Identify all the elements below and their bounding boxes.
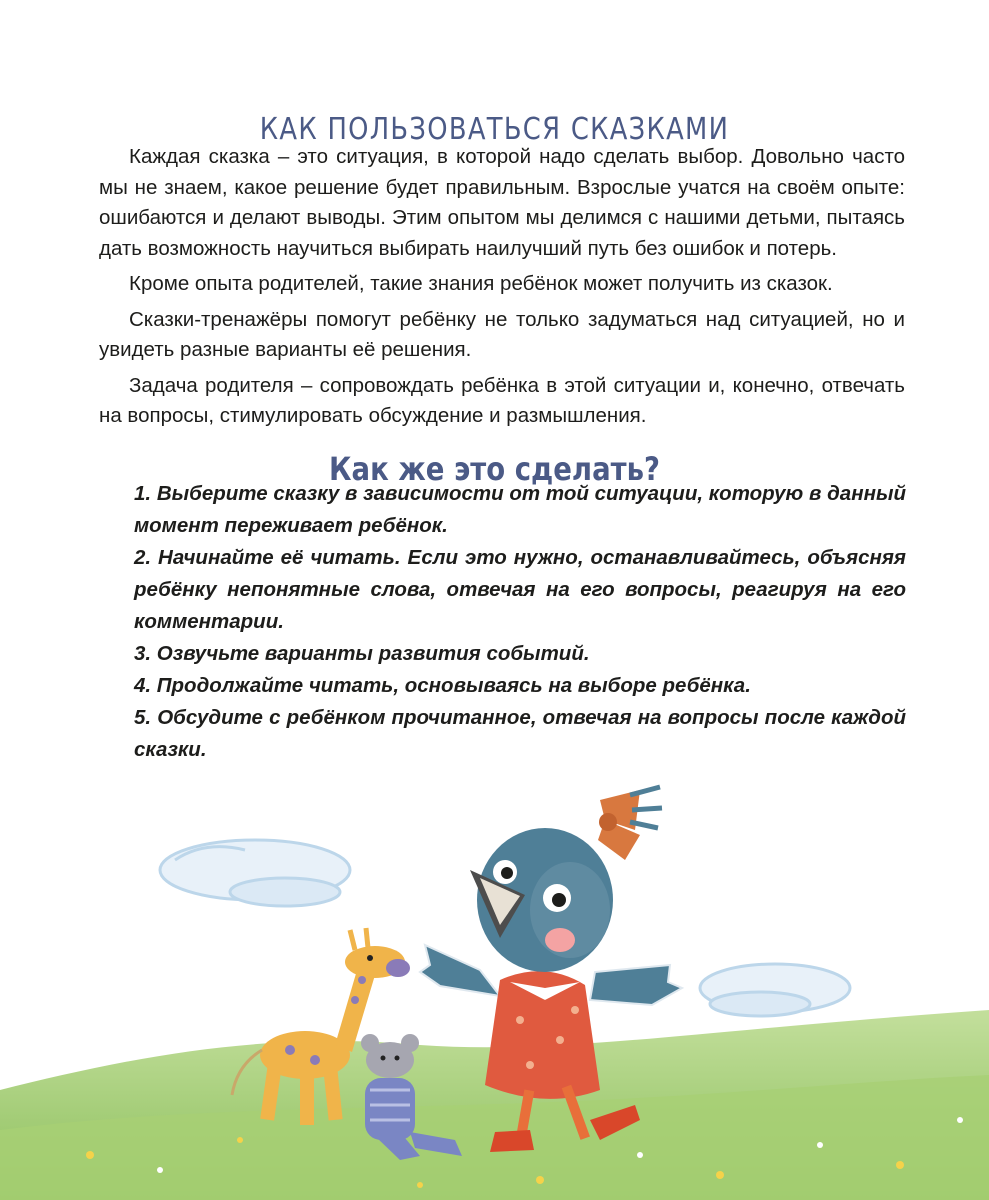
- intro-text: [99, 142, 905, 437]
- intro-paragraph: Сказки-тренажёры помогут ребёнку не только задуматься над ситуацией, но и увидеть разные варианты её решения.: [99, 307, 905, 361]
- step-item: 4. Продолжайте читать, основываясь на выборе ребёнка.: [134, 674, 751, 697]
- intro-paragraph: Задача родителя – сопровождать ребёнка в этой ситуации и, конечно, отвечать на вопросы, стимулировать обсуждение и размышления.: [99, 373, 905, 427]
- step-item: 3. Озвучьте варианты развития событий.: [134, 642, 590, 665]
- section-subtitle: Как же это сделать?: [329, 449, 660, 488]
- intro-paragraph: Каждая сказка – это ситуация, в которой надо сделать выбор. Довольно часто мы не знаем, какое решение будет правильным. Взрослые учатся на своём опыте: ошибаются и делают выводы. Этим опытом мы делимся с нашими детьми, пытаясь дать возможность научиться выбирать наилучший путь без ошибок и потерь.: [99, 145, 905, 260]
- step-item: 2. Начинайте её читать. Если это нужно, останавливайтесь, объясняя ребёнку непонятные слова, отвечая на его вопросы, реагируя на его комментарии.: [134, 546, 906, 633]
- step-item: 1. Выберите сказку в зависимости от той ситуации, которую в данный момент переживает ребёнок.: [134, 482, 906, 537]
- page-title: КАК ПОЛЬЗОВАТЬСЯ СКАЗКАМИ: [259, 112, 730, 148]
- step-item: 5. Обсудите с ребёнком прочитанное, отвечая на вопросы после каждой сказки.: [134, 706, 906, 761]
- intro-paragraph: Кроме опыта родителей, такие знания ребёнок может получить из сказок.: [129, 272, 833, 295]
- meadow-illustration: [0, 760, 989, 1200]
- cloud-right: [700, 964, 850, 1016]
- steps-list: [134, 478, 906, 766]
- cloud-left: [160, 840, 350, 906]
